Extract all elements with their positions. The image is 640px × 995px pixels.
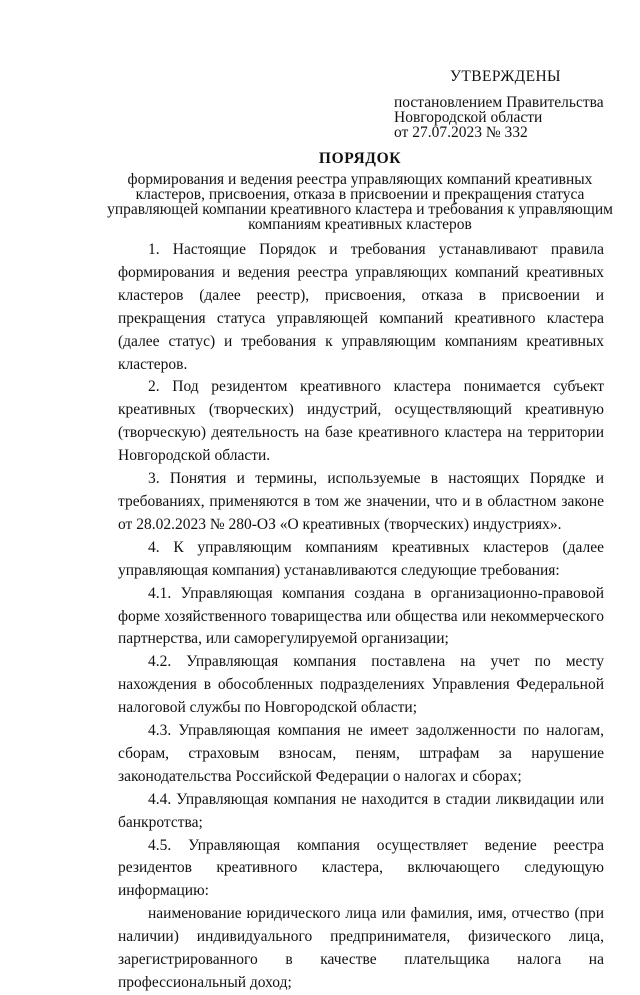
paragraph-4-1: 4.1. Управляющая компания создана в организационно-правовой форме хозяйственного товарищества или общества или некоммерческого партнерства, или саморегулируемой организации; [118,584,604,648]
approval-line: Новгородской области [394,109,543,126]
paragraph-4-3: 4.3. Управляющая компания не имеет задолженности по налогам, сборам, страховым взносам, пеням, штрафам за нарушение законодательства Российской Федерации о налогах и сборах; [118,722,604,785]
document-title-block [100,150,620,232]
document-title: ПОРЯДОК [318,150,402,167]
paragraph-4-5-item: наименование юридического лица или фамилия, имя, отчество (при наличии) индивидуального предпринимателя, физического лица, зарегистрированного в качестве плательщика налога на профессиональный доход; [118,905,604,991]
document-subtitle-line: формирования и ведения реестра управляющих компаний креативных [127,171,593,188]
approval-line: постановлением Правительства [394,94,604,111]
paragraph-4-4: 4.4. Управляющая компания не находится в стадии ликвидации или банкротства; [118,790,604,831]
approval-stamp [394,68,614,140]
paragraph-4-2: 4.2. Управляющая компания поставлена на учет по месту нахождения в обособленных подразделениях Управления Федеральной налоговой службы по Новгородской области; [118,653,604,717]
document-subtitle-line: кластеров, присвоения, отказа в присвоении и прекращения статуса [135,186,585,203]
document-body [118,239,604,995]
paragraph-4-5: 4.5. Управляющая компания осуществляет ведение реестра резидентов креативного кластера, включающего следующую информацию: [118,836,604,900]
paragraph-2: 2. Под резидентом креативного кластера понимается субъект креативных (творческих) индустрий, осуществляющий креативную (творческую) деятельность на базе креативного кластера на территории Новгородской области. [118,378,604,465]
document-subtitle-line: управляющей компании креативного кластера и требования к управляющим [107,201,613,218]
approval-line: от 27.07.2023 № 332 [394,124,528,141]
paragraph-3: 3. Понятия и термины, используемые в настоящих Порядке и требованиях, применяются в том же значении, что и в областном законе от 28.02.2023 № 280-ОЗ «О креативных (творческих) индустриях». [118,470,604,533]
document-subtitle-line: компаниям креативных кластеров [248,216,472,233]
approved-heading: УТВЕРЖДЕНЫ [450,68,561,85]
paragraph-1: 1. Настоящие Порядок и требования устанавливают правила формирования и ведения реестра управляющих компаний креативных кластеров (далее реестр), присвоения, отказа в присвоении и прекращения статуса управляющей компаний креативного кластера (далее статус) и требования к управляющим компаниям креативных кластеров. [118,241,604,373]
paragraph-4: 4. К управляющим компаниям креативных кластеров (далее управляющая компания) устанавливаются следующие требования: [118,538,604,579]
